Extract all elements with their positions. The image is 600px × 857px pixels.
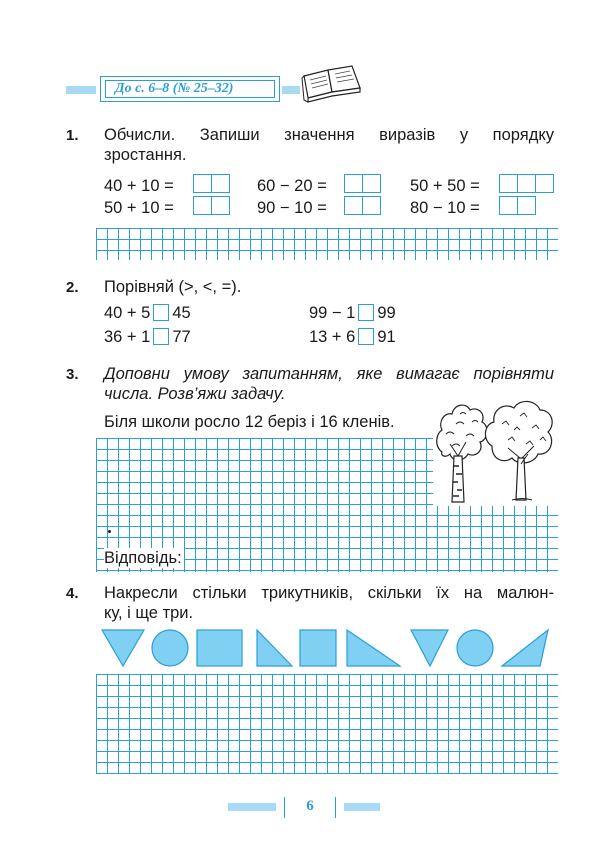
shape-square-1 xyxy=(197,630,242,666)
task4-instruction xyxy=(104,583,554,623)
shape-triangle-down-2 xyxy=(411,630,448,666)
task3-instruction-line1: Доповни умову запитанням, яке вимагає порівняти xyxy=(104,365,554,383)
task1-expr-4: 50 + 10 = xyxy=(104,199,174,217)
task2-number: 2. xyxy=(66,279,79,296)
task2-item-1-right: 45 xyxy=(172,304,191,322)
footer-page-box xyxy=(284,797,336,818)
drawing-grid[interactable] xyxy=(96,674,558,774)
header-band-left xyxy=(66,86,96,94)
task1-expr-5: 90 − 10 = xyxy=(257,199,327,217)
task2-item-3 xyxy=(309,304,396,323)
task3-instruction-line2: числа. Розв’яжи задачу. xyxy=(104,385,286,403)
task2-item-2 xyxy=(104,328,191,347)
shape-triangle-slant xyxy=(502,630,548,666)
task2-item-4 xyxy=(309,328,396,347)
compare-box[interactable] xyxy=(153,304,169,321)
task1-number: 1. xyxy=(66,127,79,144)
task2-item-4-right: 91 xyxy=(377,328,396,346)
task1-answer-cells-2[interactable] xyxy=(344,174,381,193)
footer-band-right xyxy=(344,803,380,811)
task4-instruction-line1: Накресли стільки трикутників, скільки їх на малюн- xyxy=(104,584,554,602)
shape-circle-2 xyxy=(457,630,493,666)
task4-instruction-line2: ку, і ще три. xyxy=(104,604,194,622)
compare-box[interactable] xyxy=(358,328,374,345)
page-number: 6 xyxy=(306,798,314,814)
shape-right-triangle-2 xyxy=(347,630,400,666)
shape-triangle-down-1 xyxy=(102,630,144,666)
task1-instruction xyxy=(104,125,554,165)
shape-right-triangle-1 xyxy=(257,630,292,666)
task1-expr-3: 50 + 50 = xyxy=(410,177,480,195)
task2-item-4-left: 13 + 6 xyxy=(309,328,356,346)
task1-answer-cells-1[interactable] xyxy=(193,174,230,193)
task1-answer-cells-3[interactable] xyxy=(499,174,554,193)
task3-number: 3. xyxy=(66,366,79,383)
task3-condition: Біля школи росло 12 беріз і 16 кленів. xyxy=(104,413,395,431)
trees-illustration xyxy=(432,394,558,506)
task2-item-2-right: 77 xyxy=(172,328,191,346)
task1-answer-cells-6[interactable] xyxy=(499,196,536,215)
task1-expr-1: 40 + 10 = xyxy=(104,177,174,195)
task1-instruction-line2: зростання. xyxy=(104,146,187,164)
task3-answer-label: Відповідь: xyxy=(104,549,182,567)
shapes-row xyxy=(100,626,552,670)
task1-instruction-line1: Обчисли. Запиши значення виразів у порядку xyxy=(104,126,554,144)
grid-dot xyxy=(108,530,111,533)
task1-expr-6: 80 − 10 = xyxy=(410,199,480,217)
task1-answer-cells-4[interactable] xyxy=(193,196,230,215)
compare-box[interactable] xyxy=(358,304,374,321)
answer-grid-strip[interactable] xyxy=(96,228,558,260)
task1-answer-cells-5[interactable] xyxy=(344,196,381,215)
task2-instruction: Порівняй (>, <, =). xyxy=(104,278,242,296)
task2-item-1 xyxy=(104,304,191,323)
task1-expr-2: 60 − 20 = xyxy=(257,177,327,195)
task2-item-3-left: 99 − 1 xyxy=(309,304,356,322)
shape-circle-1 xyxy=(152,630,188,666)
compare-box[interactable] xyxy=(153,328,169,345)
task2-item-3-right: 99 xyxy=(377,304,396,322)
footer-band-left xyxy=(228,803,276,811)
task2-item-1-left: 40 + 5 xyxy=(104,304,151,322)
task2-item-2-left: 36 + 1 xyxy=(104,328,151,346)
header-ref-text: До с. 6–8 (№ 25–32) xyxy=(115,81,234,96)
header-ref-box xyxy=(100,76,280,102)
open-book-icon xyxy=(298,62,366,106)
task4-number: 4. xyxy=(66,585,79,602)
shape-square-2 xyxy=(300,630,336,666)
